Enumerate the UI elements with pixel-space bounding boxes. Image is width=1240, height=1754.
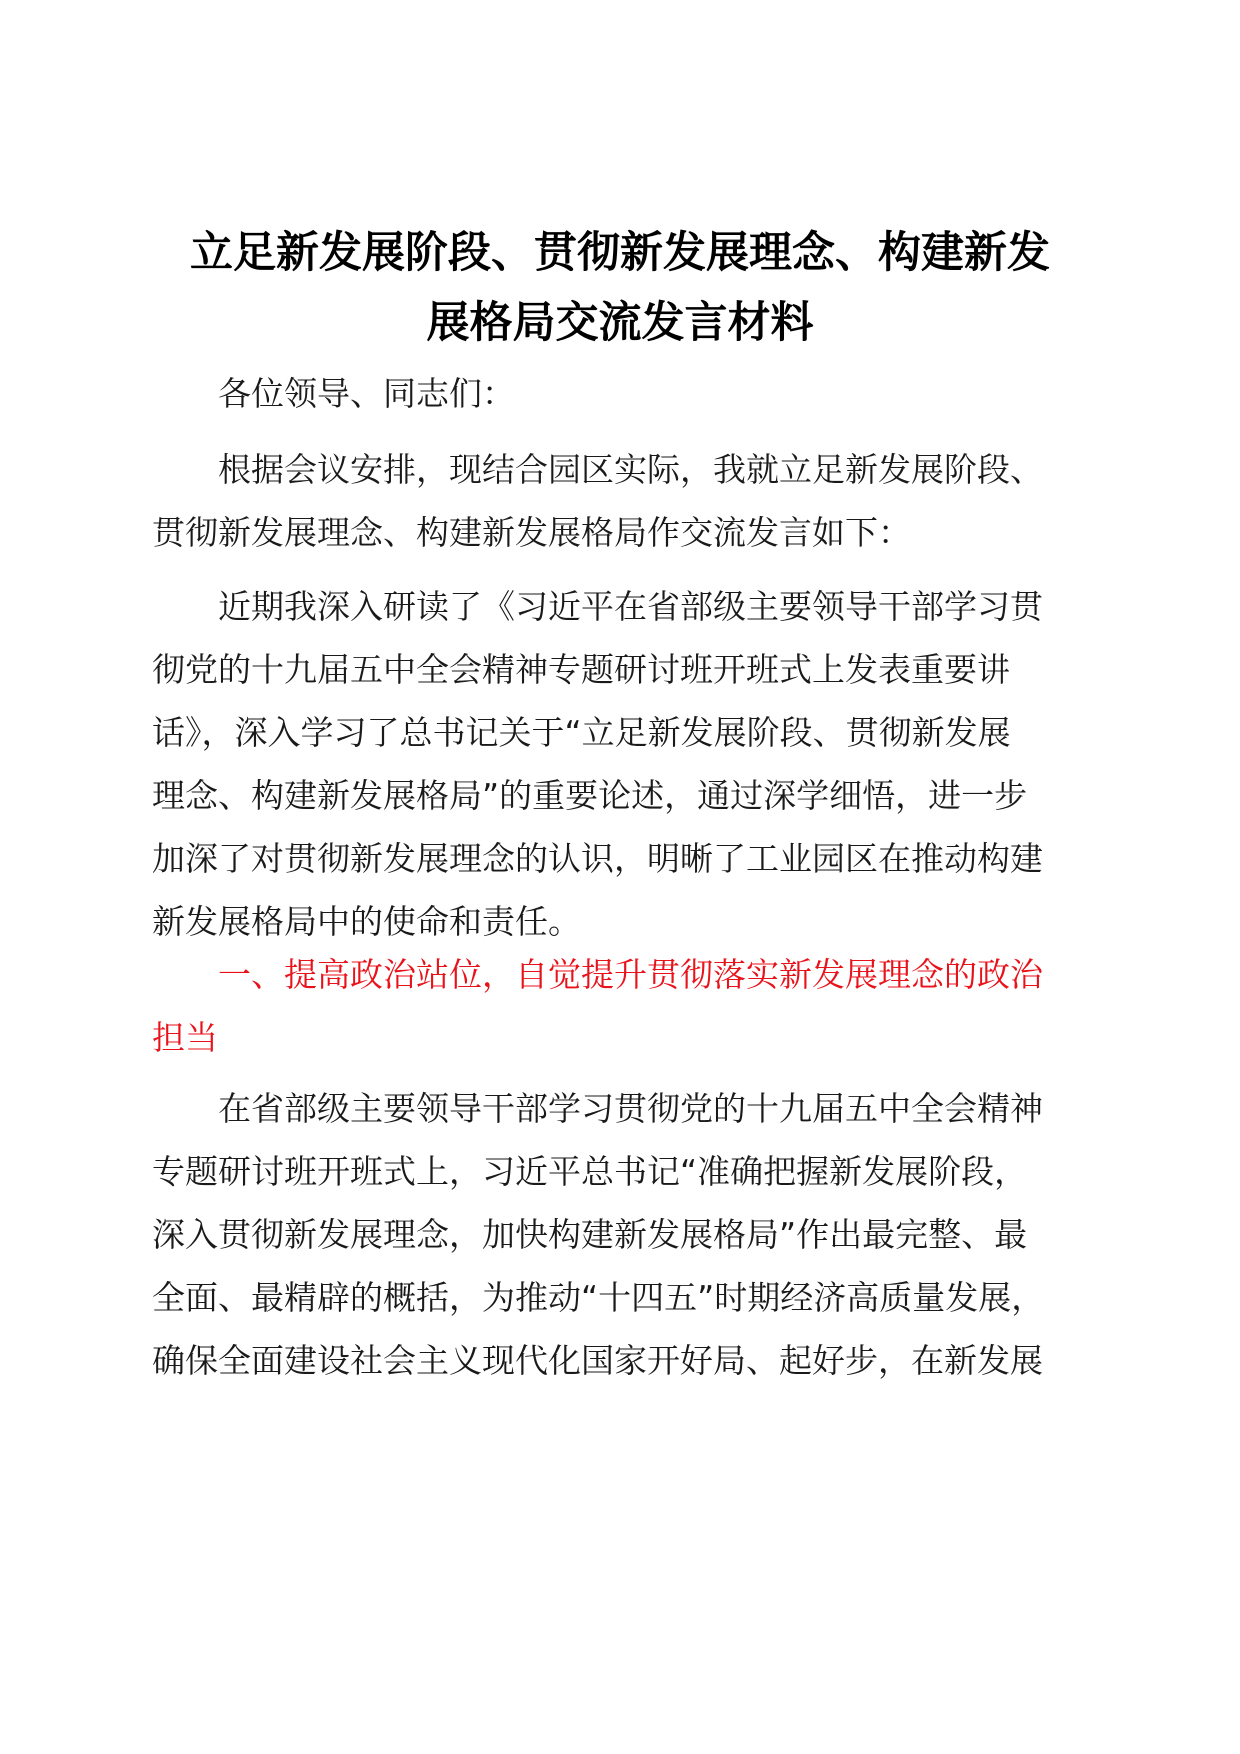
paragraph-section-1: [152, 1077, 1088, 1392]
title-line-2: 展格局交流发言材料: [426, 298, 814, 348]
paragraph-line: 新发展格局中的使命和责任。: [152, 902, 581, 941]
paragraph-study: [152, 575, 1088, 953]
document-title: [140, 218, 1100, 358]
paragraph-line: 理念、构建新发展格局”的重要论述，通过深学细悟，进一步: [152, 776, 1028, 815]
paragraph-line: 确保全面建设社会主义现代化国家开好局、起好步，在新发展: [152, 1341, 1043, 1380]
paragraph-line: 贯彻新发展理念、构建新发展格局作交流发言如下：: [152, 513, 911, 552]
paragraph-line: 彻党的十九届五中全会精神专题研讨班开班式上发表重要讲: [152, 650, 1010, 689]
title-line-1: 立足新发展阶段、贯彻新发展理念、构建新发: [190, 228, 1050, 278]
salutation: [152, 362, 1088, 425]
paragraph-line: 全面、最精辟的概括，为推动“十四五”时期经济高质量发展，: [152, 1278, 1045, 1317]
salutation-text: 各位领导、同志们：: [218, 374, 515, 413]
heading-line: 担当: [152, 1018, 218, 1057]
paragraph-line: 根据会议安排，现结合园区实际，我就立足新发展阶段、: [218, 450, 1043, 489]
heading-line: 一、提高政治站位，自觉提升贯彻落实新发展理念的政治: [218, 955, 1043, 994]
paragraph-line: 在省部级主要领导干部学习贯彻党的十九届五中全会精神: [218, 1089, 1043, 1128]
paragraph-line: 话》，深入学习了总书记关于“立足新发展阶段、贯彻新发展: [152, 713, 1011, 752]
paragraph-intro: [152, 438, 1088, 564]
paragraph-line: 近期我深入研读了《习近平在省部级主要领导干部学习贯: [218, 587, 1043, 626]
paragraph-line: 加深了对贯彻新发展理念的认识，明晰了工业园区在推动构建: [152, 839, 1043, 878]
section-heading-1: [152, 943, 1088, 1069]
paragraph-line: 深入贯彻新发展理念，加快构建新发展格局”作出最完整、最: [152, 1215, 1028, 1254]
paragraph-line: 专题研讨班开班式上，习近平总书记“准确把握新发展阶段，: [152, 1152, 1028, 1191]
